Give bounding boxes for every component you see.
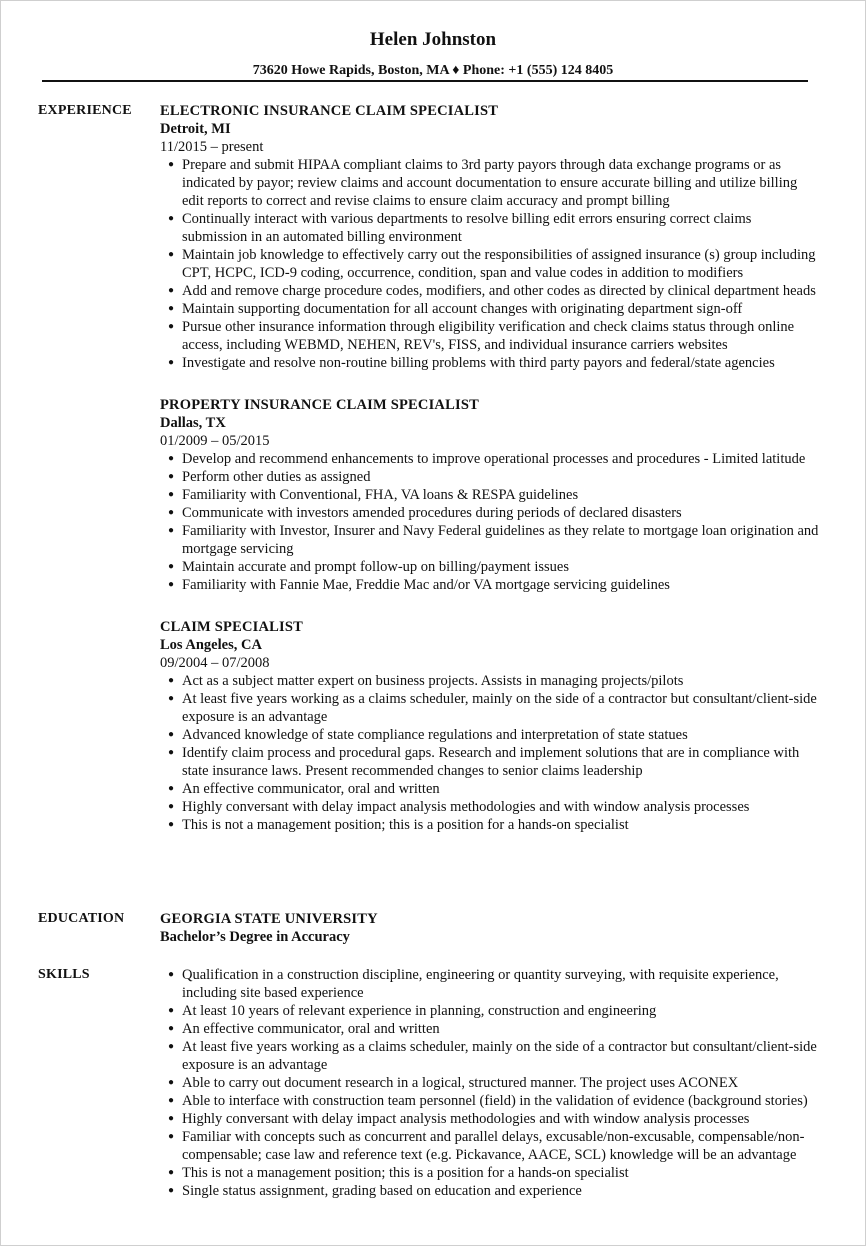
job-title: CLAIM SPECIALIST <box>160 619 303 635</box>
bullet-text: Act as a subject matter expert on business projects. Assists in managing projects/pilots <box>182 673 684 689</box>
bullet-item <box>160 210 820 246</box>
bullet-item <box>160 672 820 690</box>
bullet-item <box>160 1164 820 1182</box>
bullet-text: At least five years working as a claims scheduler, mainly on the side of a contractor but consultant/client-side exposure is an advantage <box>182 1039 817 1073</box>
bullet-text: Investigate and resolve non-routine billing problems with third party payors and federal/state agencies <box>182 355 775 371</box>
bullet-text: Familiarity with Conventional, FHA, VA loans & RESPA guidelines <box>182 487 579 503</box>
bullet-icon: ● <box>168 489 175 500</box>
bullet-item <box>160 1038 820 1074</box>
bullet-icon: ● <box>168 1077 175 1088</box>
bullet-item <box>160 798 820 816</box>
bullet-icon: ● <box>168 507 175 518</box>
bullet-item <box>160 282 820 300</box>
bullet-text: This is not a management position; this is a position for a hands-on specialist <box>182 1165 629 1181</box>
bullet-item <box>160 1074 820 1092</box>
bullet-item <box>160 1182 820 1200</box>
job-bullets <box>160 156 820 372</box>
bullet-item <box>160 450 820 468</box>
bullet-text: Highly conversant with delay impact analysis methodologies and with window analysis processes <box>182 1111 750 1127</box>
bullet-icon: ● <box>168 525 175 536</box>
bullet-text: Familiarity with Fannie Mae, Freddie Mac and/or VA mortgage servicing guidelines <box>182 577 670 593</box>
bullet-text: Prepare and submit HIPAA compliant claims to 3rd party payors through data exchange programs or as indicated by payor; review claims and account documentation to ensure accurate billing and utilize billing edit reports to correct and revise claims to ensure claim accuracy and prompt billing <box>182 157 798 209</box>
bullet-icon: ● <box>168 1005 175 1016</box>
bullet-item <box>160 504 820 522</box>
bullet-item <box>160 1110 820 1128</box>
bullet-item <box>160 558 820 576</box>
bullet-icon: ● <box>168 819 175 830</box>
bullet-text: Single status assignment, grading based on education and experience <box>182 1183 582 1199</box>
bullet-text: Identify claim process and procedural gaps. Research and implement solutions that are in compliance with state insurance laws. Present recommended changes to senior claims leadership <box>182 745 800 779</box>
bullet-item <box>160 1002 820 1020</box>
bullet-icon: ● <box>168 747 175 758</box>
job-location: Los Angeles, CA <box>160 637 262 653</box>
bullet-text: At least 10 years of relevant experience in planning, construction and engineering <box>182 1003 657 1019</box>
bullet-item <box>160 576 820 594</box>
job-title: PROPERTY INSURANCE CLAIM SPECIALIST <box>160 397 479 413</box>
bullet-item <box>160 522 820 558</box>
bullet-text: Perform other duties as assigned <box>182 469 371 485</box>
bullet-icon: ● <box>168 1167 175 1178</box>
bullet-text: Develop and recommend enhancements to improve operational processes and procedures - Limited latitude <box>182 451 806 467</box>
bullet-text: Continually interact with various departments to resolve billing edit errors ensuring correct claims submission in an automated billing environment <box>182 211 752 245</box>
bullet-text: Able to carry out document research in a logical, structured manner. The project uses ACONEX <box>182 1075 739 1091</box>
bullet-item <box>160 726 820 744</box>
bullet-text: Maintain job knowledge to effectively carry out the responsibilities of assigned insurance (s) group including CPT, HCPC, ICD-9 coding, occurrence, condition, span and value codes in addition to modifiers <box>182 247 816 281</box>
bullet-icon: ● <box>168 561 175 572</box>
bullet-item <box>160 354 820 372</box>
job-dates: 11/2015 – present <box>160 139 264 155</box>
job-location: Detroit, MI <box>160 121 231 137</box>
bullet-icon: ● <box>168 579 175 590</box>
bullet-text: An effective communicator, oral and written <box>182 781 440 797</box>
contact-line: 73620 Howe Rapids, Boston, MA ♦ Phone: +1 (555) 124 8405 <box>252 63 614 78</box>
bullet-icon: ● <box>168 357 175 368</box>
bullet-icon: ● <box>168 1113 175 1124</box>
bullet-item <box>160 1020 820 1038</box>
bullet-icon: ● <box>168 783 175 794</box>
bullet-text: Maintain supporting documentation for all account changes with originating department sign-off <box>182 301 743 317</box>
bullet-item <box>160 816 820 834</box>
bullet-text: An effective communicator, oral and written <box>182 1021 440 1037</box>
bullet-icon: ● <box>168 1185 175 1196</box>
bullet-text: Add and remove charge procedure codes, modifiers, and other codes as directed by clinical department heads <box>182 283 816 299</box>
degree: Bachelor’s Degree in Accuracy <box>160 929 350 945</box>
bullet-item <box>160 486 820 504</box>
bullet-item <box>160 744 820 780</box>
header-divider <box>42 80 808 82</box>
bullet-icon: ● <box>168 159 175 170</box>
bullet-icon: ● <box>168 729 175 740</box>
bullet-item <box>160 246 820 282</box>
bullet-icon: ● <box>168 693 175 704</box>
bullet-icon: ● <box>168 471 175 482</box>
bullet-text: Advanced knowledge of state compliance regulations and interpretation of state statues <box>182 727 688 743</box>
bullet-text: Able to interface with construction team personnel (field) in the validation of evidence (background stories) <box>182 1093 808 1109</box>
job-bullets <box>160 672 820 834</box>
experience-label: EXPERIENCE <box>38 103 132 118</box>
bullet-text: Highly conversant with delay impact analysis methodologies and with window analysis processes <box>182 799 750 815</box>
bullet-icon: ● <box>168 285 175 296</box>
job-entry <box>160 102 820 372</box>
bullet-text: Maintain accurate and prompt follow-up on billing/payment issues <box>182 559 569 575</box>
bullet-item <box>160 690 820 726</box>
bullet-icon: ● <box>168 1131 175 1142</box>
bullet-text: At least five years working as a claims scheduler, mainly on the side of a contractor but consultant/client-side exposure is an advantage <box>182 691 817 725</box>
school-name: GEORGIA STATE UNIVERSITY <box>160 911 378 927</box>
education-label: EDUCATION <box>38 911 125 926</box>
skills-bullets <box>160 966 820 1200</box>
job-dates: 01/2009 – 05/2015 <box>160 433 270 449</box>
bullet-item <box>160 966 820 1002</box>
bullet-icon: ● <box>168 303 175 314</box>
bullet-icon: ● <box>168 1095 175 1106</box>
bullet-text: Communicate with investors amended procedures during periods of declared disasters <box>182 505 682 521</box>
bullet-text: This is not a management position; this is a position for a hands-on specialist <box>182 817 629 833</box>
bullet-text: Pursue other insurance information through eligibility verification and check claims status through online access, including WEBMD, NEHEN, REV's, FISS, and individual insurance carriers websites <box>182 319 795 353</box>
bullet-icon: ● <box>168 453 175 464</box>
skills-label: SKILLS <box>38 967 90 982</box>
bullet-icon: ● <box>168 213 175 224</box>
bullet-icon: ● <box>168 1041 175 1052</box>
bullet-item <box>160 468 820 486</box>
bullet-item <box>160 1092 820 1110</box>
bullet-icon: ● <box>168 249 175 260</box>
bullet-icon: ● <box>168 321 175 332</box>
bullet-item <box>160 1128 820 1164</box>
bullet-text: Familiar with concepts such as concurrent and parallel delays, excusable/non-excusable, compensable/non-compensable; case law and reference text (e.g. Pickavance, AACE, SCL) knowledge will be an advantage <box>182 1129 805 1163</box>
bullet-icon: ● <box>168 675 175 686</box>
job-bullets <box>160 450 820 594</box>
education-body <box>160 910 820 946</box>
bullet-item <box>160 156 820 210</box>
bullet-icon: ● <box>168 801 175 812</box>
skills-body <box>160 966 820 1200</box>
bullet-icon: ● <box>168 1023 175 1034</box>
bullet-item <box>160 780 820 798</box>
experience-body <box>160 102 820 834</box>
job-entry <box>160 618 820 834</box>
job-dates: 09/2004 – 07/2008 <box>160 655 270 671</box>
bullet-item <box>160 318 820 354</box>
bullet-item <box>160 300 820 318</box>
bullet-text: Qualification in a construction discipline, engineering or quantity surveying, with requisite experience, including site based experience <box>182 967 779 1001</box>
bullet-text: Familiarity with Investor, Insurer and Navy Federal guidelines as they relate to mortgage loan origination and mortgage servicing <box>182 523 819 557</box>
job-entry <box>160 396 820 594</box>
job-location: Dallas, TX <box>160 415 226 431</box>
candidate-name: Helen Johnston <box>369 29 497 50</box>
job-title: ELECTRONIC INSURANCE CLAIM SPECIALIST <box>160 103 499 119</box>
bullet-icon: ● <box>168 969 175 980</box>
